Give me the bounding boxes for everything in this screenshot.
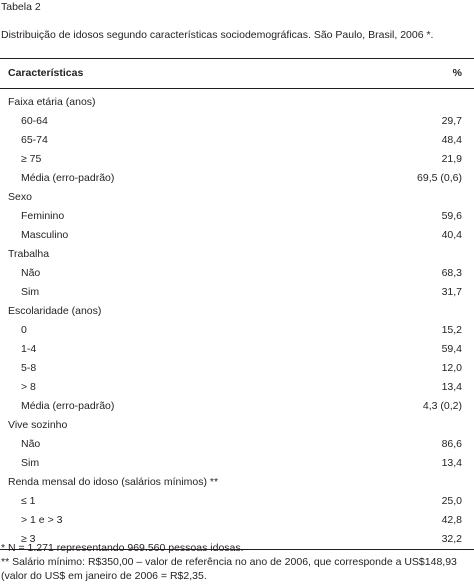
row-label: > 8	[21, 381, 36, 393]
table-row	[0, 511, 474, 530]
footnote-2: ** Salário mínimo: R$350,00 – valor de referência no ano de 2006, que corresponde a US$148,93	[1, 556, 457, 568]
table-row	[0, 340, 474, 359]
table-row	[0, 492, 474, 511]
footnote-3: (valor do US$ em janeiro de 2006 = R$2,35.	[1, 570, 207, 582]
row-label: ≥ 75	[21, 153, 42, 165]
row-label: Feminino	[21, 210, 65, 222]
row-value: 25,0	[441, 495, 462, 507]
row-value: 32,2	[441, 533, 462, 545]
table-row	[0, 397, 474, 416]
data-table	[0, 58, 474, 550]
row-value: 29,7	[441, 115, 462, 127]
table-row	[0, 283, 474, 302]
group-label: Sexo	[8, 191, 32, 203]
header-characteristics: Características	[8, 67, 84, 79]
row-value: 40,4	[441, 229, 462, 241]
row-value: 12,0	[441, 362, 462, 374]
table-group-row	[0, 93, 474, 112]
group-label: Renda mensal do idoso (salários mínimos) **	[8, 476, 219, 488]
row-value: 86,6	[441, 438, 462, 450]
row-value: 42,8	[441, 514, 462, 526]
row-label: Média (erro-padrão)	[21, 400, 115, 412]
table-row	[0, 359, 474, 378]
row-label: 5-8	[21, 362, 37, 374]
table-caption: Distribuição de idosos segundo características sociodemográficas. São Paulo, Brasil, 2006 *.	[1, 29, 434, 41]
table-row	[0, 150, 474, 169]
row-value: 13,4	[441, 381, 462, 393]
table-row	[0, 435, 474, 454]
header-percent: %	[452, 67, 462, 79]
group-label: Faixa etária (anos)	[8, 96, 96, 108]
row-value: 59,4	[441, 343, 462, 355]
row-label: 0	[21, 324, 27, 336]
row-value: 68,3	[441, 267, 462, 279]
table-row	[0, 207, 474, 226]
row-label: Sim	[21, 457, 40, 469]
row-label: Não	[21, 438, 41, 450]
group-label: Escolaridade (anos)	[8, 305, 102, 317]
table-label: Tabela 2	[1, 1, 41, 13]
row-label: ≥ 3	[21, 533, 36, 545]
row-value: 31,7	[441, 286, 462, 298]
table-row	[0, 131, 474, 150]
row-value: 21,9	[441, 153, 462, 165]
footnotes	[1, 541, 457, 583]
table-body	[0, 89, 474, 549]
table-row	[0, 169, 474, 188]
table-row	[0, 112, 474, 131]
table-group-row	[0, 416, 474, 435]
row-label: > 1 e > 3	[21, 514, 63, 526]
row-label: ≤ 1	[21, 495, 36, 507]
table-row	[0, 378, 474, 397]
table-row	[0, 264, 474, 283]
row-label: Não	[21, 267, 41, 279]
footnote-1: * N = 1.271 representando 969.560 pessoas idosas.	[1, 542, 244, 554]
group-label: Trabalha	[8, 248, 50, 260]
table-group-row	[0, 302, 474, 321]
row-value: 59,6	[441, 210, 462, 222]
table-group-row	[0, 473, 474, 492]
row-label: 65-74	[21, 134, 48, 146]
table-row	[0, 454, 474, 473]
row-label: Média (erro-padrão)	[21, 172, 115, 184]
table-group-row	[0, 188, 474, 207]
row-value: 48,4	[441, 134, 462, 146]
table-header	[0, 59, 474, 88]
row-label: 60-64	[21, 115, 48, 127]
row-label: Masculino	[21, 229, 69, 241]
row-value: 4,3 (0,2)	[422, 400, 462, 412]
row-value: 13,4	[441, 457, 462, 469]
table-row	[0, 321, 474, 340]
row-value: 69,5 (0,6)	[417, 172, 462, 184]
table-group-row	[0, 245, 474, 264]
group-label: Vive sozinho	[8, 419, 68, 431]
table-row	[0, 226, 474, 245]
row-label: 1-4	[21, 343, 37, 355]
row-value: 15,2	[441, 324, 462, 336]
row-label: Sim	[21, 286, 40, 298]
